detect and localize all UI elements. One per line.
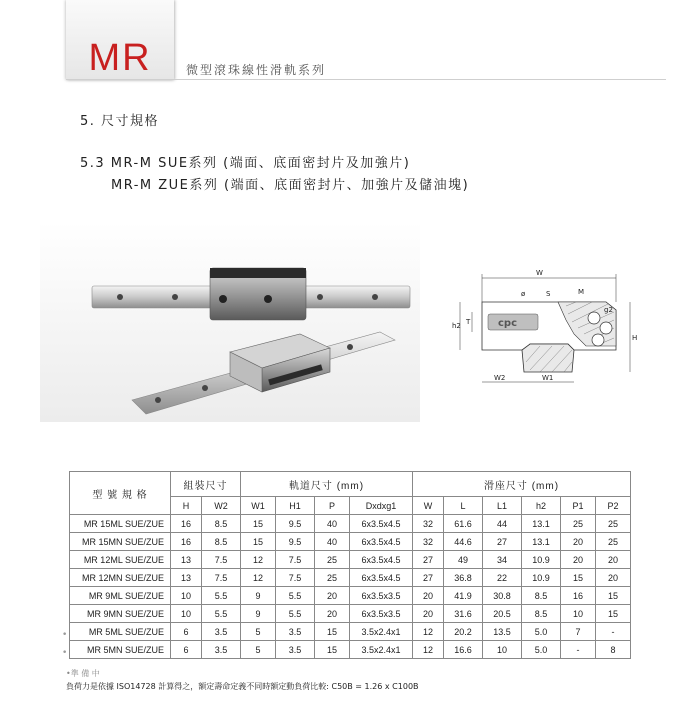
col-header: L [444, 497, 483, 515]
dim-m-label: M [578, 288, 585, 296]
table-cell: 25 [315, 569, 350, 587]
table-cell: 20 [315, 587, 350, 605]
col-header: P1 [561, 497, 596, 515]
model-cell: MR 5MN SUE/ZUE [70, 641, 171, 659]
drawing-brand: cpc [498, 318, 518, 329]
table-cell: 6x3.5x4.5 [350, 551, 413, 569]
table-cell: 8 [596, 641, 631, 659]
table-cell: 7.5 [202, 551, 241, 569]
table-row [70, 641, 631, 659]
table-cell: 5 [241, 623, 276, 641]
table-cell: - [596, 623, 631, 641]
table-cell: 34 [483, 551, 522, 569]
dim-h2-label: h2 [452, 322, 461, 330]
table-cell: 9 [241, 587, 276, 605]
section-heading: 5. 尺寸規格 [80, 114, 160, 129]
table-cell: 10 [171, 605, 202, 623]
table-cell: 6x3.5x4.5 [350, 515, 413, 533]
table-row [70, 623, 631, 641]
dim-g2-label: g2 [604, 306, 613, 314]
table-cell: 7.5 [276, 551, 315, 569]
col-header: P [315, 497, 350, 515]
table-cell: 8.5 [522, 587, 561, 605]
table-cell: 16.6 [444, 641, 483, 659]
table-cell: 13.1 [522, 515, 561, 533]
dim-w-label: W [536, 269, 543, 277]
dim-w1-label: W1 [542, 374, 554, 382]
table-cell: 6x3.5x4.5 [350, 569, 413, 587]
model-cell: MR 12MN SUE/ZUE [70, 569, 171, 587]
model-cell: MR 9ML SUE/ZUE [70, 587, 171, 605]
table-cell: 3.5x2.4x1 [350, 623, 413, 641]
table-cell: 40 [315, 515, 350, 533]
col-header: W2 [202, 497, 241, 515]
table-cell: 27 [413, 569, 444, 587]
dim-w2-label: W2 [494, 374, 506, 382]
table-cell: 20 [561, 551, 596, 569]
pending-note: •準 備 中 [66, 669, 100, 678]
table-cell: 25 [596, 533, 631, 551]
table-cell: 20 [315, 605, 350, 623]
col-header: H1 [276, 497, 315, 515]
table-cell: 25 [561, 515, 596, 533]
table-cell: 30.8 [483, 587, 522, 605]
table-cell: 9.5 [276, 533, 315, 551]
table-cell: 31.6 [444, 605, 483, 623]
col-header: W1 [241, 497, 276, 515]
table-cell: 20 [413, 605, 444, 623]
table-cell: 13.5 [483, 623, 522, 641]
table-cell: 10 [171, 587, 202, 605]
dim-h-label: H [632, 334, 638, 342]
table-cell: 16 [171, 515, 202, 533]
table-cell: 3.5 [202, 641, 241, 659]
table-cell: 16 [171, 533, 202, 551]
table-cell: 6 [171, 623, 202, 641]
table-cell: 7.5 [202, 569, 241, 587]
cross-section-drawing [446, 262, 646, 390]
table-cell: 12 [413, 623, 444, 641]
model-cell: MR 12ML SUE/ZUE [70, 551, 171, 569]
table-row [70, 533, 631, 551]
table-cell: 20 [413, 587, 444, 605]
table-cell: 5.0 [522, 641, 561, 659]
dim-phi-label: ø [521, 290, 526, 298]
table-cell: 5 [241, 641, 276, 659]
table-cell: 6x3.5x3.5 [350, 587, 413, 605]
table-cell: 27 [413, 551, 444, 569]
table-cell: 6x3.5x3.5 [350, 605, 413, 623]
subsection-sue: 5.3 MR-M SUE系列 (端面、底面密封片及加強片) [80, 156, 411, 171]
table-cell: 7 [561, 623, 596, 641]
dim-t-label: T [466, 318, 471, 326]
pending-bullet: • [62, 630, 68, 640]
table-cell: 22 [483, 569, 522, 587]
table-cell: 8.5 [202, 533, 241, 551]
table-cell: 15 [561, 569, 596, 587]
table-cell: 9 [241, 605, 276, 623]
table-cell: 12 [241, 551, 276, 569]
table-cell: 6x3.5x4.5 [350, 533, 413, 551]
table-row [70, 569, 631, 587]
table-cell: 5.5 [276, 605, 315, 623]
table-cell: 15 [596, 605, 631, 623]
spec-table [69, 471, 631, 659]
assembly-group-header: 組裝尺寸 [171, 472, 241, 497]
table-cell: 10 [483, 641, 522, 659]
logo-mr: MR [88, 37, 152, 79]
model-header: 型 號 規 格 [70, 472, 171, 515]
table-cell: 49 [444, 551, 483, 569]
table-cell: - [561, 641, 596, 659]
table-cell: 15 [596, 587, 631, 605]
col-header: H [171, 497, 202, 515]
table-cell: 8.5 [522, 605, 561, 623]
table-cell: 3.5 [202, 623, 241, 641]
subsection-zue: MR-M ZUE系列 (端面、底面密封片、加強片及儲油塊) [111, 178, 470, 193]
table-cell: 25 [596, 515, 631, 533]
table-cell: 13.1 [522, 533, 561, 551]
table-cell: 61.6 [444, 515, 483, 533]
model-cell: MR 9MN SUE/ZUE [70, 605, 171, 623]
table-cell: 10 [561, 605, 596, 623]
table-cell: 15 [315, 623, 350, 641]
header-divider [66, 79, 666, 80]
table-cell: 7.5 [276, 569, 315, 587]
table-cell: 32 [413, 515, 444, 533]
col-header: L1 [483, 497, 522, 515]
table-cell: 10.9 [522, 569, 561, 587]
table-cell: 8.5 [202, 515, 241, 533]
table-cell: 5.5 [276, 587, 315, 605]
model-cell: MR 15ML SUE/ZUE [70, 515, 171, 533]
table-cell: 5.5 [202, 605, 241, 623]
pending-bullet: • [62, 648, 68, 658]
table-row [70, 515, 631, 533]
table-cell: 12 [241, 569, 276, 587]
table-cell: 20 [596, 551, 631, 569]
header-title: 微型滾珠線性滑軌系列 [186, 63, 327, 77]
table-cell: 15 [241, 515, 276, 533]
model-cell: MR 15MN SUE/ZUE [70, 533, 171, 551]
table-cell: 20.2 [444, 623, 483, 641]
table-cell: 20 [596, 569, 631, 587]
model-cell: MR 5ML SUE/ZUE [70, 623, 171, 641]
col-header: Dxdxg1 [350, 497, 413, 515]
product-photo [40, 222, 420, 422]
table-cell: 3.5 [276, 623, 315, 641]
col-header: P2 [596, 497, 631, 515]
table-cell: 15 [315, 641, 350, 659]
table-cell: 5.0 [522, 623, 561, 641]
table-cell: 5.5 [202, 587, 241, 605]
table-cell: 3.5x2.4x1 [350, 641, 413, 659]
table-cell: 44 [483, 515, 522, 533]
table-cell: 20 [561, 533, 596, 551]
table-cell: 6 [171, 641, 202, 659]
table-cell: 25 [315, 551, 350, 569]
table-cell: 10.9 [522, 551, 561, 569]
table-cell: 3.5 [276, 641, 315, 659]
col-header: W [413, 497, 444, 515]
header-logo-tab [66, 0, 174, 80]
col-header: h2 [522, 497, 561, 515]
table-row [70, 587, 631, 605]
rail-group-header: 軌道尺寸 (mm) [241, 472, 413, 497]
table-cell: 15 [241, 533, 276, 551]
table-cell: 32 [413, 533, 444, 551]
table-cell: 13 [171, 569, 202, 587]
dim-s-label: S [546, 290, 551, 298]
table-cell: 9.5 [276, 515, 315, 533]
table-row [70, 551, 631, 569]
table-cell: 36.8 [444, 569, 483, 587]
table-cell: 40 [315, 533, 350, 551]
load-rating-note: 負荷力是依據 ISO14728 計算得之，額定壽命定義不同時額定動負荷比較: C50B = 1.26 x C100B [66, 682, 419, 691]
block-group-header: 滑座尺寸 (mm) [413, 472, 631, 497]
table-row [70, 605, 631, 623]
table-cell: 16 [561, 587, 596, 605]
table-cell: 44.6 [444, 533, 483, 551]
table-cell: 20.5 [483, 605, 522, 623]
table-cell: 12 [413, 641, 444, 659]
table-cell: 13 [171, 551, 202, 569]
table-cell: 41.9 [444, 587, 483, 605]
table-cell: 27 [483, 533, 522, 551]
